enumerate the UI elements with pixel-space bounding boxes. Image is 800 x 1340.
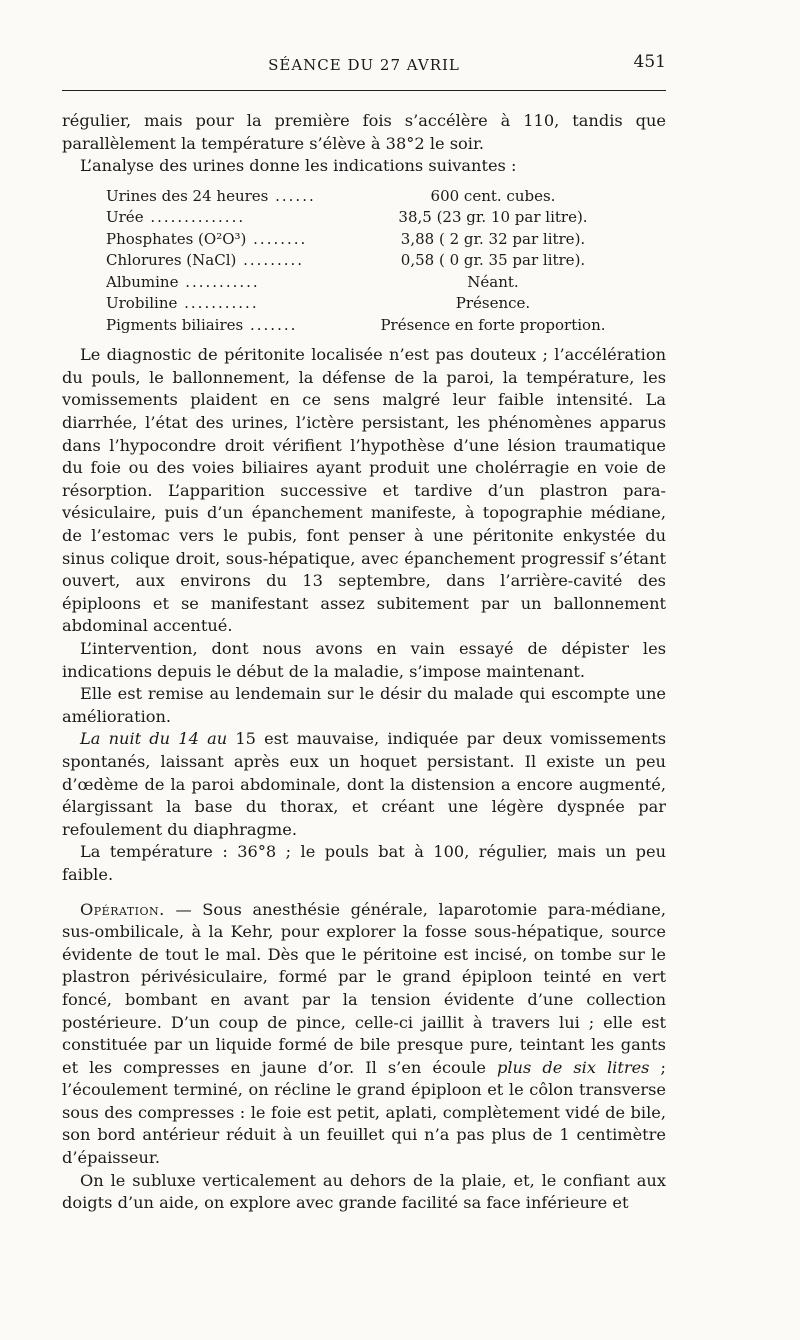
paragraph-2: L’analyse des urines donne les indications suivantes : xyxy=(80,156,517,176)
paragraph-3: Le diagnostic de péritonite localisée n’est pas douteux ; l’accélération du pouls, le ballonnement, la défense de la paroi, la température, les vomissements plaident en ce sens malgré leur faible intensité. La diarrhée, l’état des urines, l’ictère persistant, les phénomènes apparus dans l’hypocondre droit vérifient l’hypothèse d’une lésion traumatique du foie ou des voies biliaires ayant produit une cholérragie en voie de résorption. L’apparition successive et tardive d’un plastron para-vésiculaire, puis d’un épanchement manifeste, à topographie médiane, de l’estomac vers le pubis, font penser à une péritonite enkystée du sinus colique droit, sous-hépatique, avec épanchement progressif s’étant ouvert, aux environs du 13 septembre, dans l’arrière-cavité des épiploons et se manifestant assez subitement par un ballonnement abdominal accentué. xyxy=(62,345,666,636)
paragraph-8-text-a: — Sous anesthésie générale, laparotomie para-médiane, sus-ombilicale, à la Kehr, pour explorer la fosse sous-hépatique, source évidente de tout le mal. Dès que le péritoine est incisé, on tombe sur le plastron périvésiculaire, formé par le grand épiploon teinté en vert foncé, bombant en avant par la tension évidente d’une collection postérieure. D’un coup de pince, celle-ci jaillit à travers lui ; elle est constituée par un liquide formé de bile presque pure, teintant les gants et les compresses en jaune d’or. Il s’en écoule xyxy=(62,899,666,1077)
urine-analysis-table xyxy=(106,186,618,337)
row-label: Urée xyxy=(106,208,144,227)
quantity-italic: plus de six litres xyxy=(497,1057,650,1077)
row-label: Pigments biliaires xyxy=(106,315,244,334)
row-value: 3,88 ( 2 gr. 32 par litre). xyxy=(400,229,586,248)
table-row: Phosphates (O²O³) ........ 3,88 ( 2 gr. 32 par litre). xyxy=(106,229,618,251)
body-text xyxy=(62,110,666,1215)
page-header xyxy=(62,52,666,76)
table-row: Chlorures (NaCl) ......... 0,58 ( 0 gr. 35 par litre). xyxy=(106,250,618,272)
row-label: Urines des 24 heures xyxy=(106,186,269,205)
row-value: 38,5 (23 gr. 10 par litre). xyxy=(398,208,588,227)
paragraph-1: régulier, mais pour la première fois s’accélère à 110, tandis que parallèlement la température s’élève à 38°2 le soir. xyxy=(62,111,666,153)
row-value: 0,58 ( 0 gr. 35 par litre). xyxy=(400,251,586,270)
header-rule xyxy=(62,90,666,91)
row-label: Urobiline xyxy=(106,294,178,313)
paragraph-8-text-b: ; l’écoulement terminé, on récline le grand épiploon et le côlon transverse sous des compresses : le foie est petit, aplati, complètement vidé de bile, son bord antérieur réduit à un feuillet qui n’a pas plus de 1 centimètre d’épaisseur. xyxy=(62,1057,666,1168)
paragraph-9: On le subluxe verticalement au dehors de la plaie, et, le confiant aux doigts d’un aide, on explore avec grande facilité sa face inférieure et xyxy=(62,1170,666,1213)
row-value: Présence en forte proportion. xyxy=(380,315,606,334)
row-label: Albumine xyxy=(106,272,179,291)
paragraph-8 xyxy=(62,899,666,1170)
table-row: Urée .............. 38,5 (23 gr. 10 par litre). xyxy=(106,207,618,229)
section-label-operation: Opération. xyxy=(80,899,165,919)
paragraph-7: La température : 36°8 ; le pouls bat à 100, régulier, mais un peu faible. xyxy=(62,842,666,884)
row-value: 600 cent. cubes. xyxy=(430,186,556,205)
row-label: Chlorures (NaCl) xyxy=(106,251,237,270)
running-head: SÉANCE DU 27 AVRIL xyxy=(268,56,460,74)
table-row: Pigments biliaires ....... Présence en forte proportion. xyxy=(106,315,618,337)
row-label: Phosphates (O²O³) xyxy=(106,229,247,248)
paragraph-5: Elle est remise au lendemain sur le désir du malade qui escompte une amélioration. xyxy=(62,684,666,726)
page-number: 451 xyxy=(633,52,666,72)
date-italic: La nuit du 14 au xyxy=(80,729,228,749)
table-row: Urobiline ........... Présence. xyxy=(106,293,618,315)
table-row: Albumine ........... Néant. xyxy=(106,272,618,294)
paragraph-6 xyxy=(62,728,666,841)
paragraph-4: L’intervention, dont nous avons en vain essayé de dépister les indications depuis le début de la maladie, s’impose maintenant. xyxy=(62,639,666,681)
row-value: Néant. xyxy=(467,272,519,291)
row-value: Présence. xyxy=(455,294,531,313)
paragraph-6-text: 15 est mauvaise, indiquée par deux vomissements spontanés, laissant après eux un hoquet persistant. Il existe un peu d’œdème de la paroi abdominale, dont la distension a encore augmenté, élargissant la base du thorax, et créant une légère dyspnée par refoulement du diaphragme. xyxy=(62,729,666,839)
table-row: Urines des 24 heures ...... 600 cent. cubes. xyxy=(106,186,618,208)
